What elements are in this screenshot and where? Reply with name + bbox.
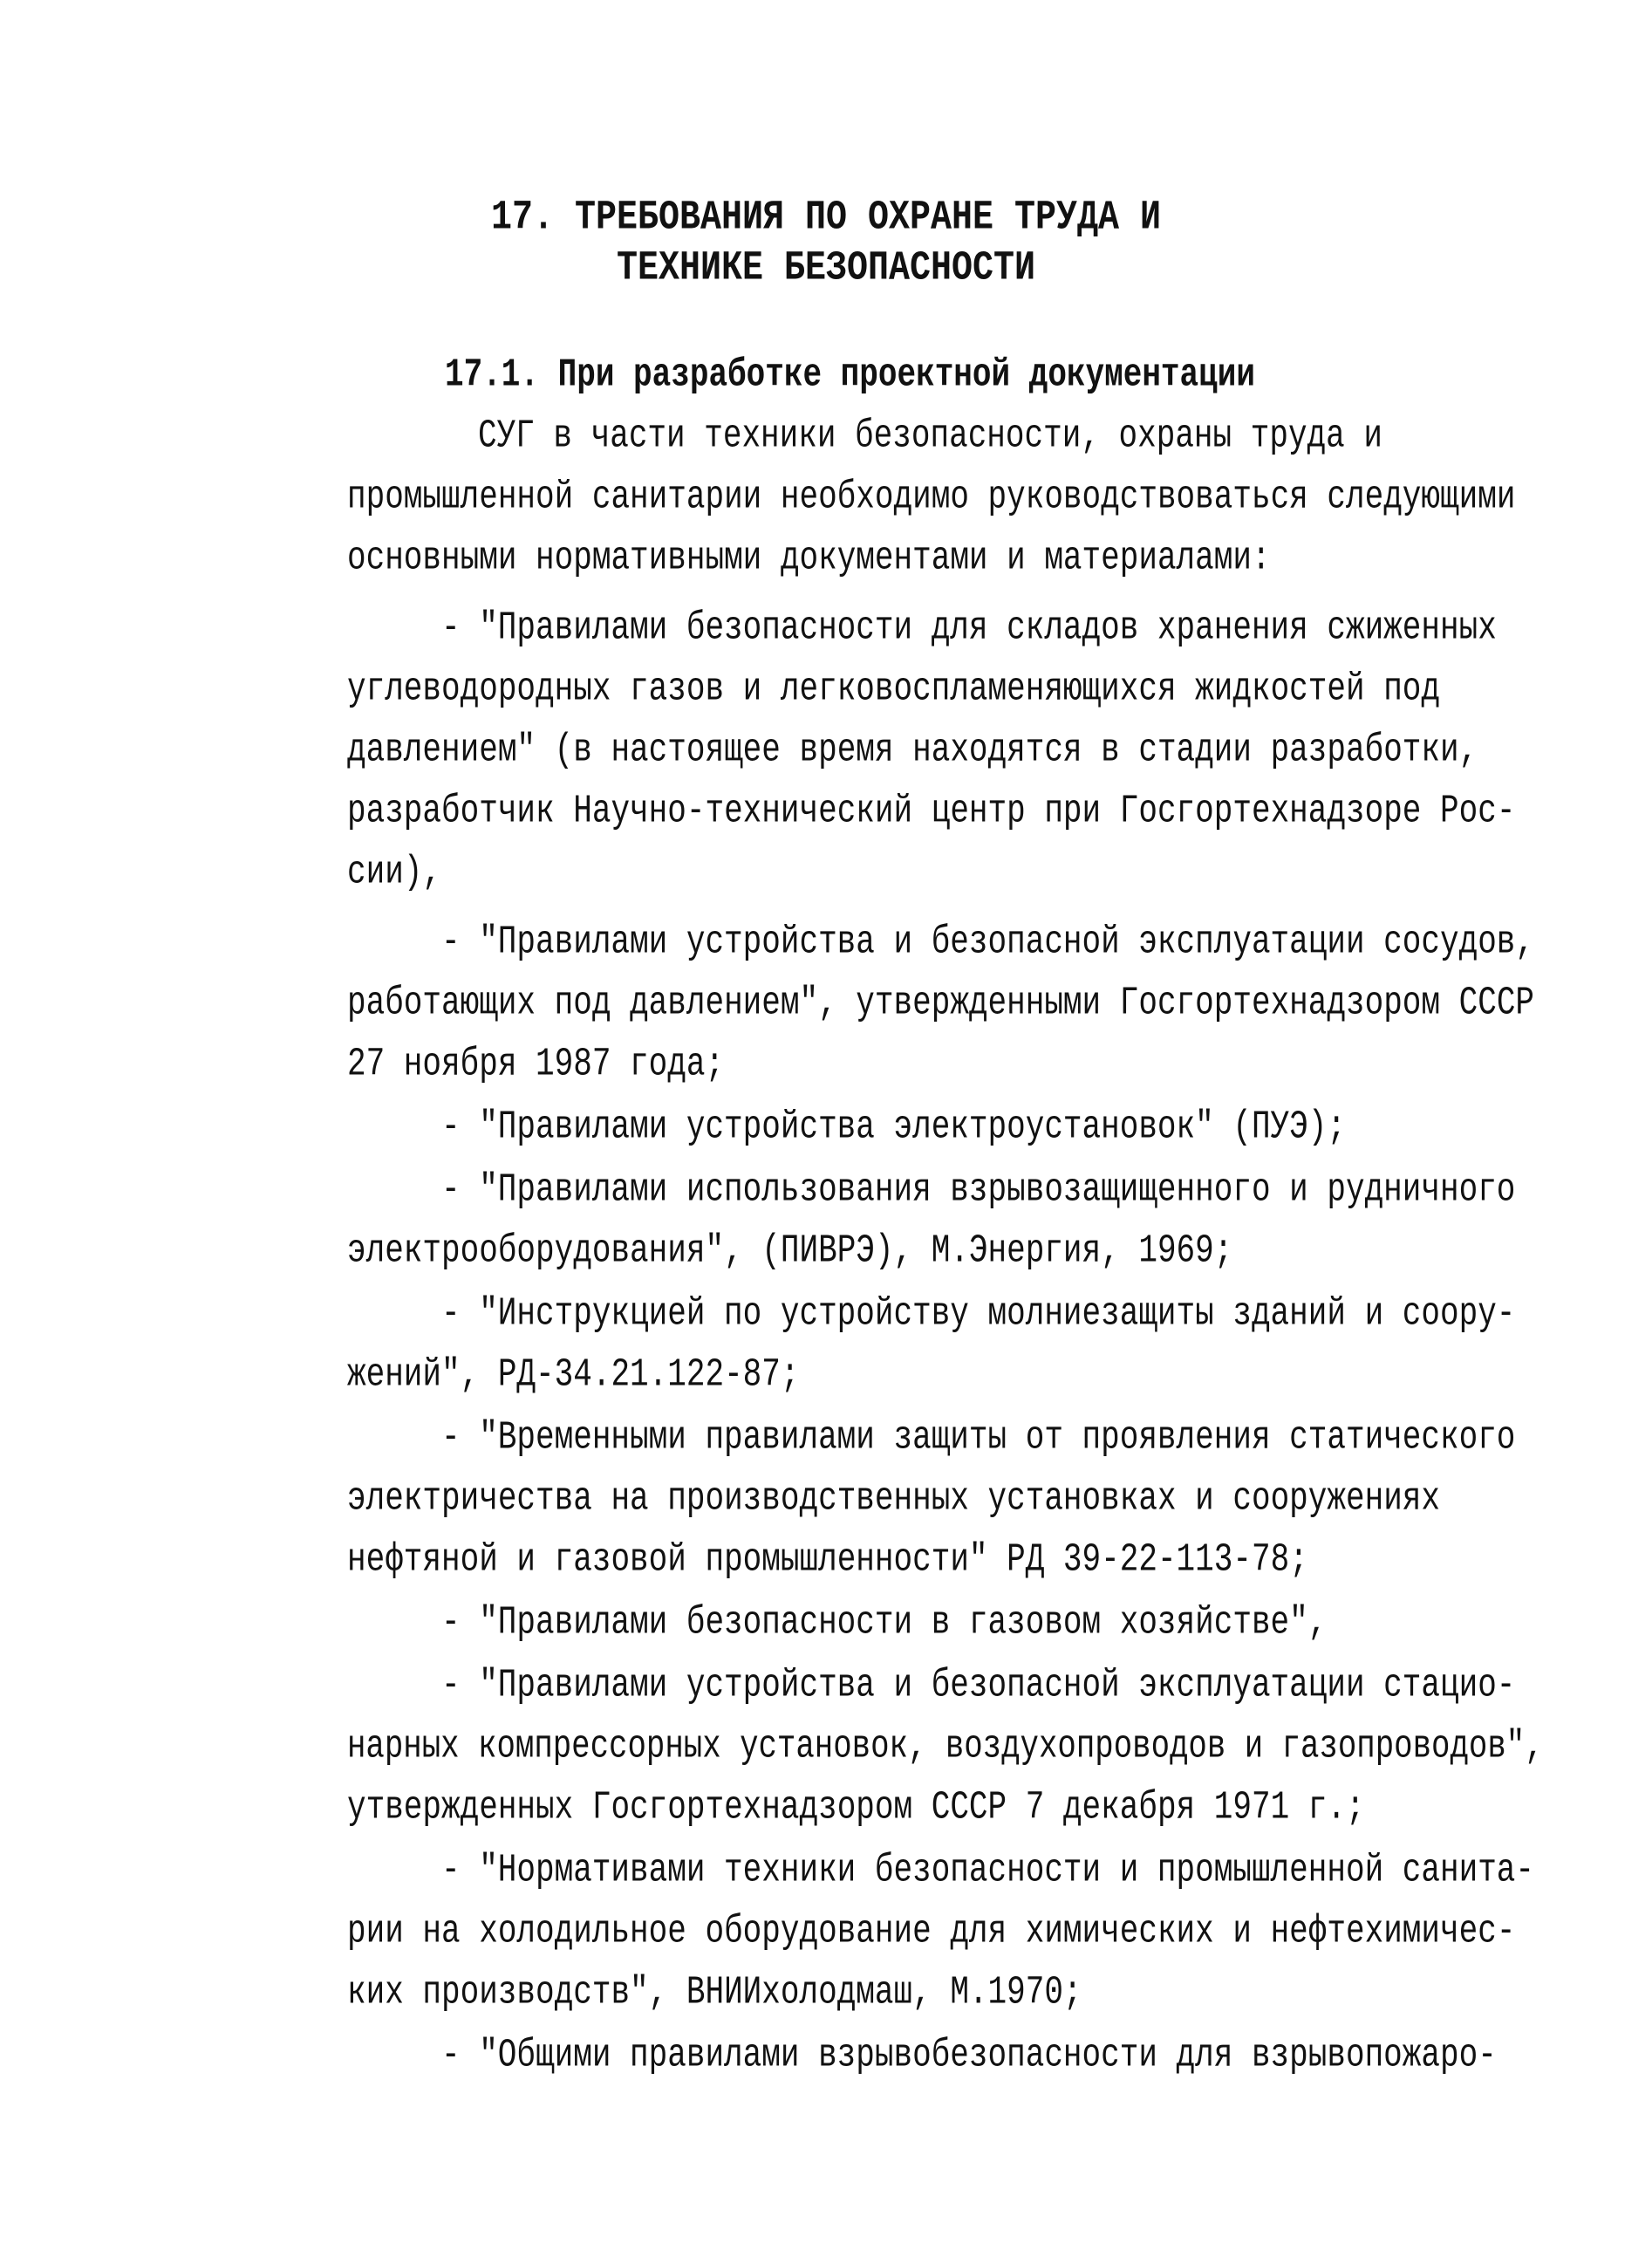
list-item-line: нефтяной и газовой промышленности" РД 39-22-113-78;: [347, 1536, 1308, 1582]
list-item-line: ких производств", ВНИИхолодмаш, М.1970;: [347, 1969, 1082, 2015]
section-heading-line-1: 17. ТРЕБОВАНИЯ ПО ОХРАНЕ ТРУДА И: [490, 195, 1162, 242]
list-item-line: - "Нормативами техники безопасности и промышленной санита-: [441, 1847, 1535, 1892]
list-item-line: - "Правилами безопасности для складов хранения сжиженных: [441, 605, 1497, 650]
list-item-line: сии),: [347, 849, 442, 894]
list-item-line: - "Инструкцией по устройству молниезащиты зданий и соору-: [441, 1290, 1516, 1336]
paragraph-line: основными нормативными документами и материалами:: [347, 535, 1271, 580]
list-item-line: - "Общими правилами взрывобезопасности для взрывопожаро-: [441, 2032, 1497, 2077]
paragraph-line: 17.1. При разработке проектной документации: [445, 352, 1255, 397]
list-item-line: - "Временными правилами защиты от проявления статического: [441, 1414, 1516, 1460]
list-item-line: - "Правилами безопасности в газовом хозяйстве",: [441, 1599, 1328, 1645]
list-item-line: 27 ноября 1987 года;: [347, 1041, 725, 1086]
list-item-line: - "Правилами устройства электроустановок" (ПУЭ);: [441, 1104, 1346, 1149]
list-item-line: электрооборудования", (ПИВРЭ), М.Энергия, 1969;: [347, 1228, 1233, 1273]
list-item-line: давлением" (в настоящее время находятся в стадии разработки,: [347, 727, 1478, 772]
list-item-line: электричества на производственных установках и сооружениях: [347, 1475, 1441, 1521]
list-item-line: утвержденных Госгортехнадзором СССР 7 декабря 1971 г.;: [347, 1784, 1365, 1830]
list-item-line: - "Правилами устройства и безопасной эксплуатации сосудов,: [441, 919, 1535, 964]
list-item-line: - "Правилами использования взрывозащищенного и рудничного: [441, 1166, 1516, 1212]
list-item-line: разработчик Научно-технический центр при Госгортехнадзоре Рос-: [347, 788, 1516, 833]
list-item-line: рии на холодильное оборудование для химических и нефтехимичес-: [347, 1908, 1516, 1953]
list-item-line: - "Правилами устройства и безопасной эксплуатации стацио-: [441, 1662, 1516, 1707]
paragraph-line: СУГ в части техники безопасности, охраны труда и: [478, 413, 1382, 458]
list-item-line: нарных компрессорных установок, воздухопроводов и газопроводов",: [347, 1723, 1544, 1769]
section-heading-line-2: ТЕХНИКЕ БЕЗОПАСНОСТИ: [616, 245, 1036, 292]
paragraph-line: промышленной санитарии необходимо руководствоваться следующими: [347, 474, 1516, 519]
list-item-line: углеводородных газов и легковоспламеняющихся жидкостей под: [347, 666, 1441, 711]
list-item-line: работающих под давлением", утвержденными Госгортехнадзором СССР: [347, 980, 1535, 1025]
list-item-line: жений", РД-34.21.122-87;: [347, 1351, 800, 1397]
